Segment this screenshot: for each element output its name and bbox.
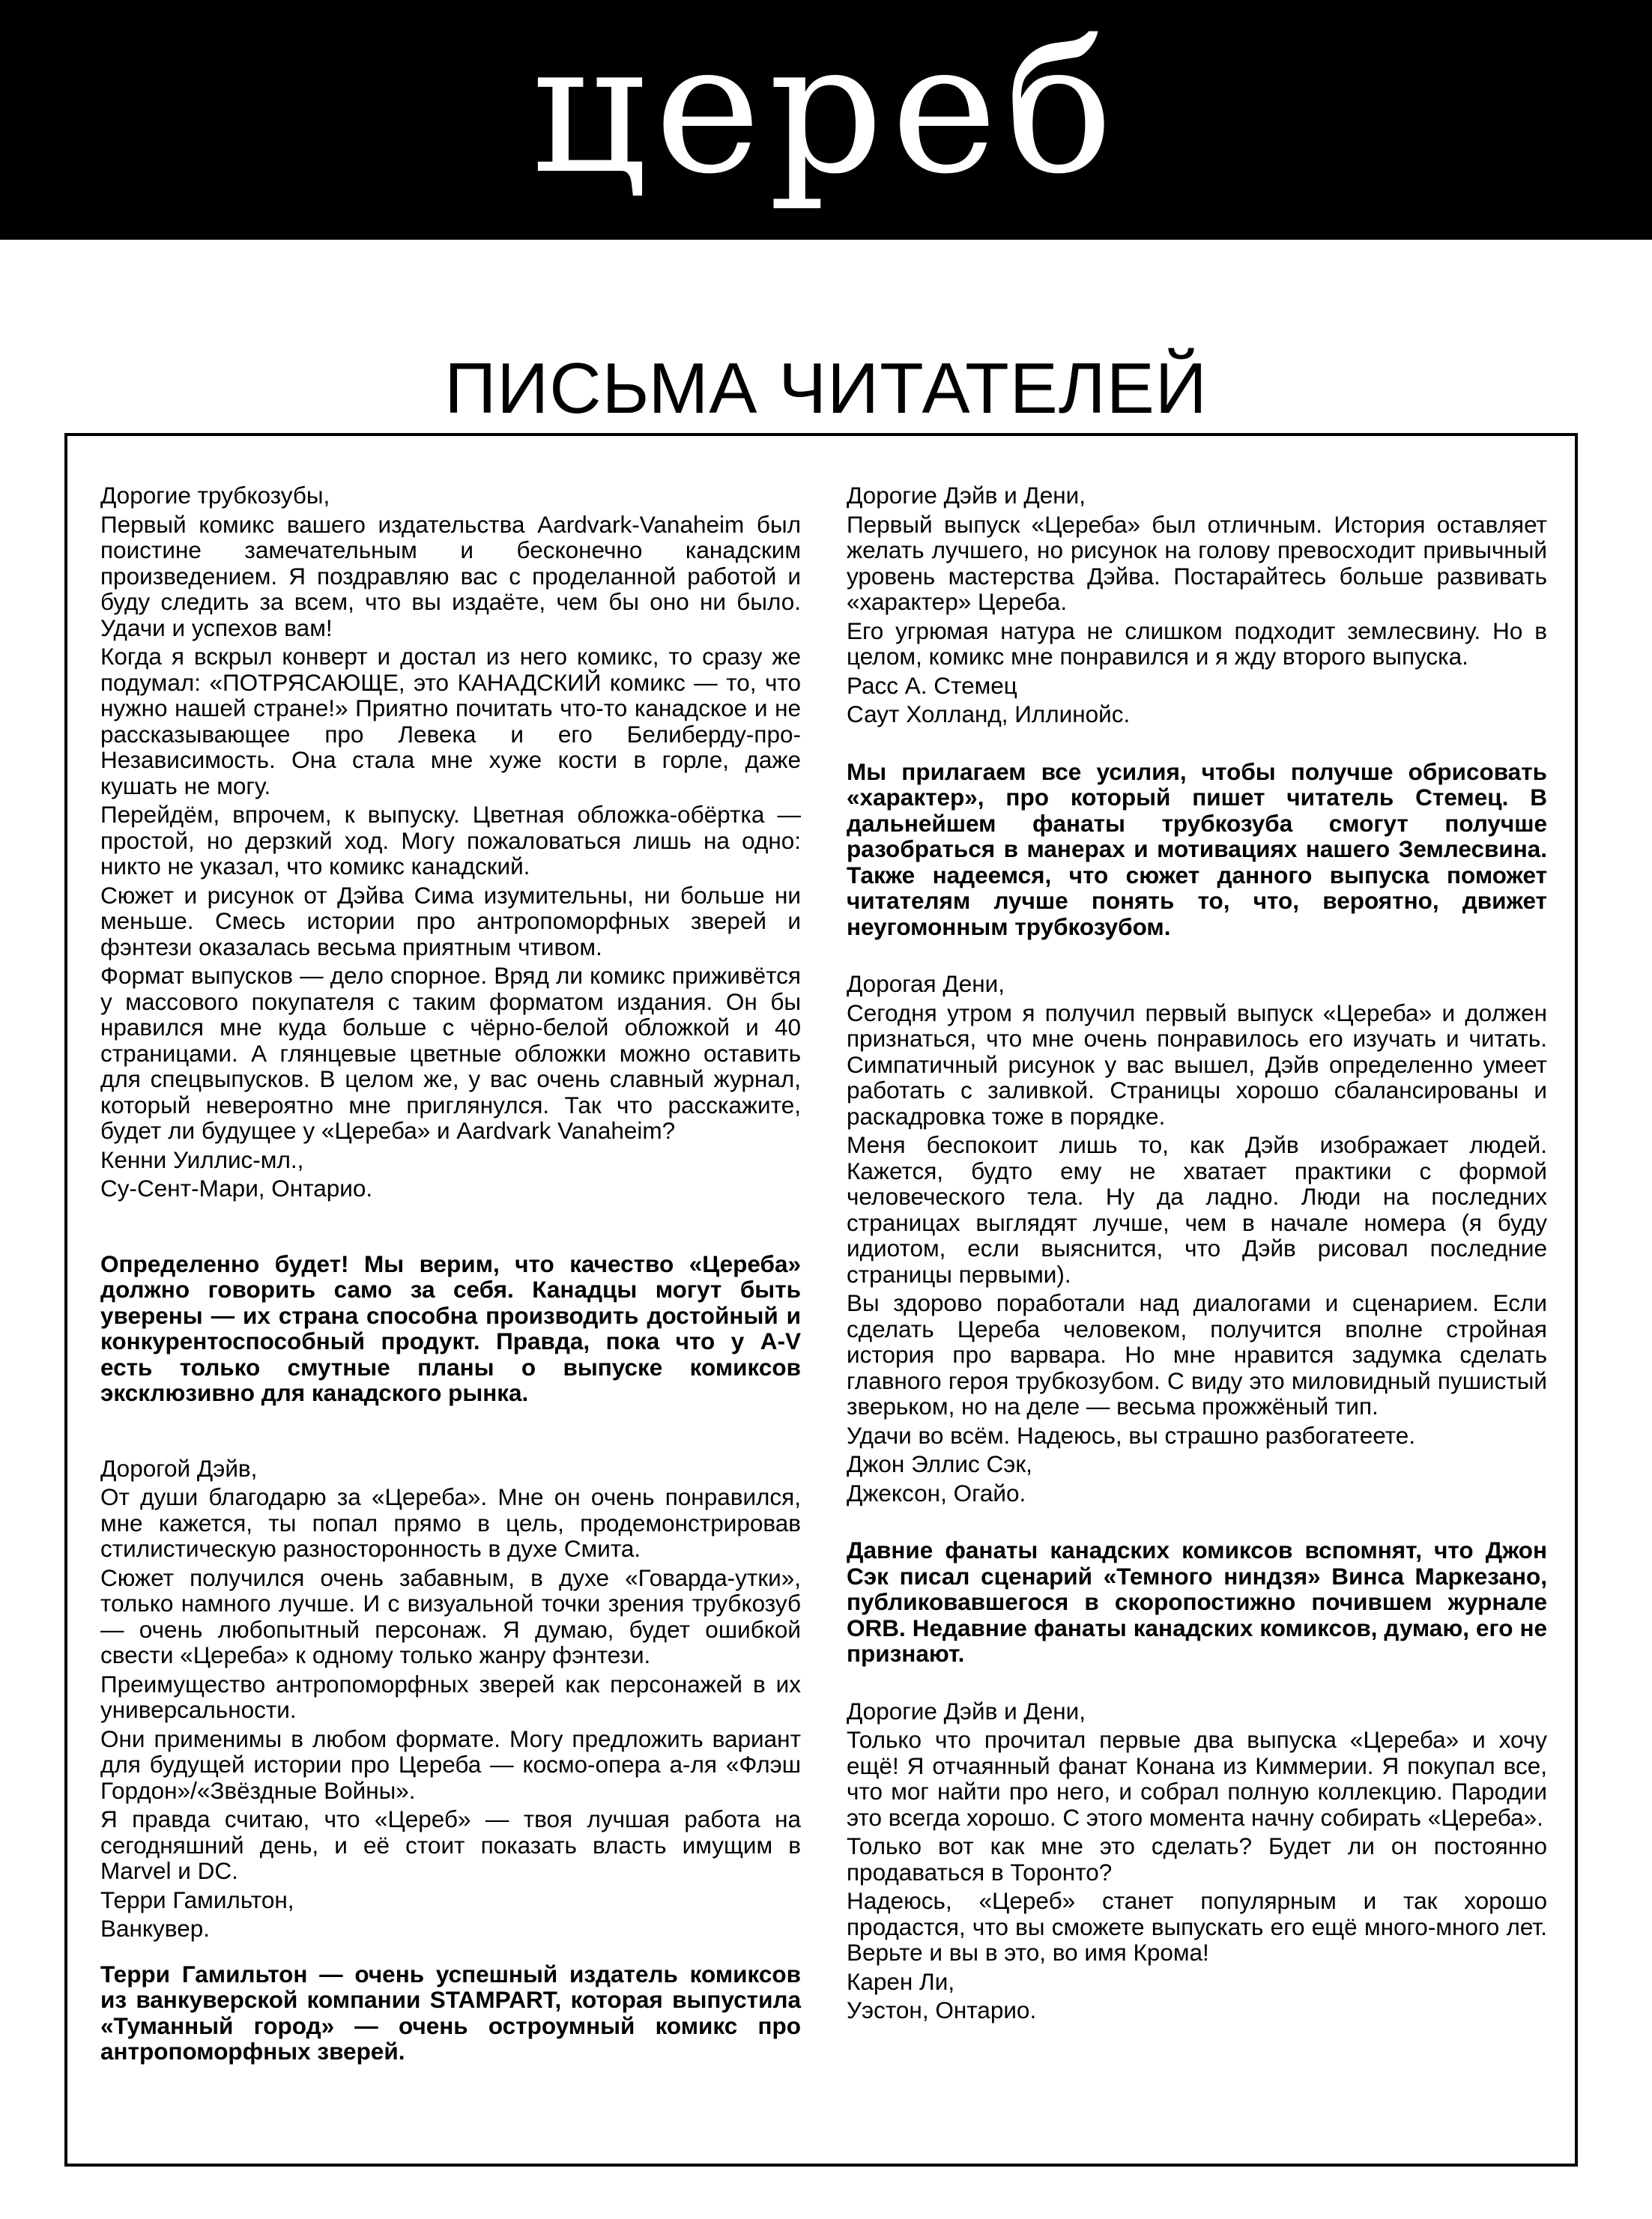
letter-paragraph: Его угрюмая натура не слишком подходит землесвину. Но в целом, комикс мне понравился и я жду второго выпуска.: [847, 617, 1547, 670]
letter-signature-name: Карен Ли,: [847, 1967, 955, 1995]
letter-greeting: Дорогой Дэйв,: [100, 1454, 258, 1482]
letter-paragraph: Сегодня утром я получил первый выпуск «Цереба» и должен признаться, что мне очень понравилось его изучать и читать. Симпатичный рисунок у вас вышел, Дэйв определенно умеет работать с заливкой. Страницы хорошо сбалансированы и раскадровка тоже в порядке.: [847, 999, 1547, 1130]
letter-signature-place: Ванкувер.: [100, 1915, 210, 1942]
letter-paragraph: Они применимы в любом формате. Могу предложить вариант для будущей истории про Цереба — космо-опера а-ля «Флэш Гордон»/«Звёздные Войны».: [100, 1725, 801, 1804]
letter-signature-place: Саут Холланд, Иллинойс.: [847, 700, 1131, 727]
letter-signature-name: Кенни Уиллис-мл.,: [100, 1145, 304, 1173]
letter-greeting: Дорогая Дени,: [847, 970, 1005, 997]
letter-paragraph: Я правда считаю, что «Цереб» — твоя лучшая работа на сегодняшний день, и её стоит показать власть имущим в Marvel и DC.: [100, 1805, 801, 1884]
letter-signature-name: Джон Эллис Сэк,: [847, 1450, 1032, 1477]
editor-reply: Мы прилагаем все усилия, чтобы получше обрисовать «характер», про который пишет читатель Стемец. В дальнейшем фанаты трубкозуба смогут получше разобраться в манерах и мотивациях нашего Землесвина. Также надеемся, что сюжет данного выпуска поможет читателям лучше понять то, что, вероятно, движет неугомонным трубкозубом.: [847, 757, 1547, 940]
letter-paragraph: Формат выпусков — дело спорное. Вряд ли комикс приживётся у массового покупателя с таким форматом издания. Он бы нравился мне куда больше с чёрно-белой обложкой и 40 страницами. А глянцевые цветные обложки можно оставить для спецвыпусков. В целом же, у вас очень славный журнал, который невероятно мне приглянулся. Так что расскажите, будет ли будущее у «Цереба» и Aardvark Vanaheim?: [100, 962, 801, 1144]
left-column: [100, 482, 801, 2068]
letter-paragraph: Только вот как мне это сделать? Будет ли он постоянно продаваться в Торонто?: [847, 1832, 1547, 1886]
letter-greeting: Дорогие Дэйв и Дени,: [847, 1697, 1086, 1725]
letter-signature-name: Терри Гамильтон,: [100, 1886, 294, 1913]
letter-paragraph: Первый комикс вашего издательства Aardvark-Vanaheim был поистине замечательным и бесконечно канадским произведением. Я поздравляю вас с проделанной работой и буду следить за всем, что вы издаёте, чем бы оно ни было. Удачи и успехов вам!: [100, 510, 801, 641]
editor-reply: Определенно будет! Мы верим, что качество «Цереба» должно говорить само за себя. Канадцы могут быть уверены — их страна способна производить достойный и конкурентоспособный продукт. Правда, пока что у A-V есть только смутные планы о выпуске комиксов эксклюзивно для канадского рынка.: [100, 1250, 801, 1406]
letter-signature-name: Расс А. Стемец: [847, 671, 1017, 699]
letter-paragraph: Меня беспокоит лишь то, как Дэйв изображает людей. Кажется, будто ему не хватает практики с формой человеческого тела. Ну да ладно. Люди на последних страницах выглядят лучше, чем в начале номера (я буду идиотом, если выяснится, что Дэйв рисовал последние страницы первыми).: [847, 1131, 1547, 1288]
header-banner: [0, 0, 1652, 240]
letter-signature-place: Джексон, Огайо.: [847, 1479, 1026, 1507]
letter-paragraph: Первый выпуск «Цереба» был отличным. История оставляет желать лучшего, но рисунок на голову превосходит привычный уровень мастерства Дэйва. Постарайтесь больше развивать «характер» Цереба.: [847, 510, 1547, 615]
letter-paragraph: Надеюсь, «Цереб» станет популярным и так хорошо продастся, что вы сможете выпускать его ещё много-много лет. Верьте и вы в это, во имя Крома!: [847, 1887, 1547, 1966]
letter-paragraph: Удачи во всём. Надеюсь, вы страшно разбогатеете.: [847, 1421, 1416, 1449]
letter-paragraph: Сюжет и рисунок от Дэйва Сима изумительны, ни больше ни меньше. Смесь истории про антропоморфных зверей и фэнтези оказалась весьма приятным чтивом.: [100, 881, 801, 960]
letter-paragraph: Перейдём, впрочем, к выпуску. Цветная обложка-обёртка — простой, но дерзкий ход. Могу пожаловаться лишь на одно: никто не указал, что комикс канадский.: [100, 801, 801, 880]
page-title: ПИСЬМА ЧИТАТЕЛЕЙ: [444, 348, 1208, 429]
letters-frame: [64, 433, 1578, 2167]
letter-paragraph: Вы здорово поработали над диалогами и сценарием. Если сделать Цереба человеком, получится вполне стройная история про варвара. Но мне нравится задумка сделать главного героя трубкозубом. С виду это миловидный пушистый зверьком, но на деле — весьма прожжёный тип.: [847, 1289, 1547, 1420]
logo: цереб: [531, 4, 1121, 214]
letter-greeting: Дорогие Дэйв и Дени,: [847, 482, 1086, 509]
letter-paragraph: Преимущество антропоморфных зверей как персонажей в их универсальности.: [100, 1670, 801, 1723]
letter-paragraph: От души благодарю за «Цереба». Мне он очень понравился, мне кажется, ты попал прямо в цель, продемонстрировав стилистическую разносторонность в духе Смита.: [100, 1483, 801, 1562]
letter-signature-place: Уэстон, Онтарио.: [847, 1997, 1037, 2023]
right-column: [847, 482, 1547, 2026]
letter-paragraph: Когда я вскрыл конверт и достал из него комикс, то сразу же подумал: «ПОТРЯСАЮЩЕ, это КАНАДСКИЙ комикс — то, что нужно нашей стране!» Приятно почитать что-то канадское и не рассказывающее про Левека и его Белиберду-про-Независимость. Она стала мне хуже кости в горле, даже кушать не могу.: [100, 643, 801, 799]
letter-greeting: Дорогие трубкозубы,: [100, 482, 330, 509]
editor-reply: Давние фанаты канадских комиксов вспомнят, что Джон Сэк писал сценарий «Темного ниндзя» Винса Маркезано, публиковавшегося в скоропостижно почившем журнале ORB. Недавние фанаты канадских комиксов, думаю, его не признают.: [847, 1537, 1547, 1667]
letter-signature-place: Су-Сент-Мари, Онтарио.: [100, 1175, 373, 1202]
letter-paragraph: Сюжет получился очень забавным, в духе «Говарда-утки», только намного лучше. И с визуальной точки зрения трубкозуб — очень любопытный персонаж. Я думаю, будет ошибкой свести «Цереба» к одному только жанру фэнтези.: [100, 1563, 801, 1668]
editor-reply: Терри Гамильтон — очень успешный издатель комиксов из ванкуверской компании STAMPART, которая выпустила «Туманный город» — очень остроумный комикс про антропоморфных зверей.: [100, 1960, 801, 2065]
letter-paragraph: Только что прочитал первые два выпуска «Цереба» и хочу ещё! Я отчаянный фанат Конана из Киммерии. Я покупал все, что мог найти про него, и собрал полную коллекцию. Пародии это всегда хорошо. С этого момента начну собирать «Цереба».: [847, 1726, 1547, 1831]
